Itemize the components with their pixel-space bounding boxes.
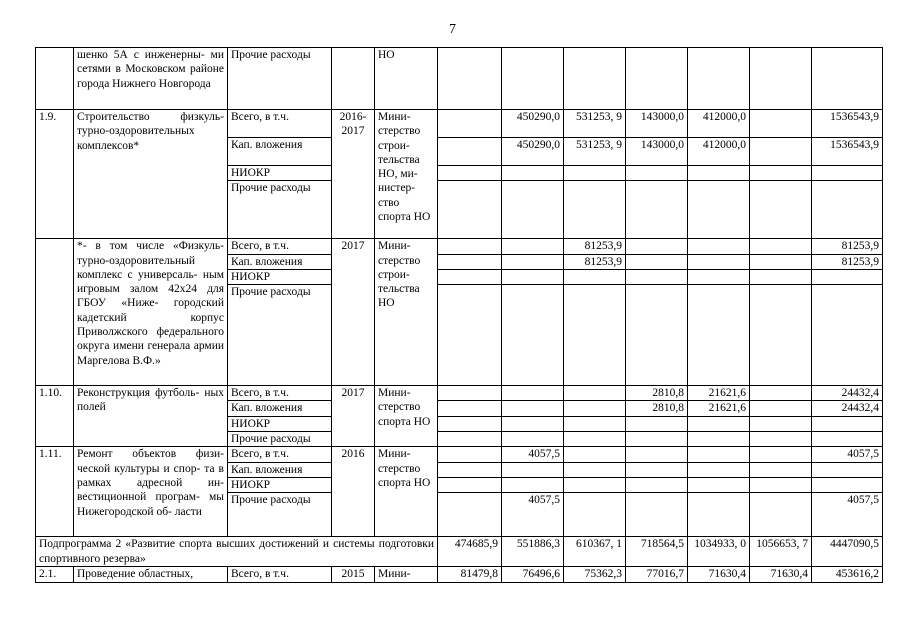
subprogram-row: [36, 537, 883, 567]
expense-type: Всего, в т.ч.: [228, 567, 332, 582]
value-cell: 75362,3: [564, 567, 626, 582]
value-cell: [626, 493, 688, 537]
value-cell: 24432,4: [812, 401, 883, 416]
value-cell: [626, 254, 688, 269]
expense-type: Всего, в т.ч.: [228, 386, 332, 401]
expense-type: Всего, в т.ч.: [228, 239, 332, 254]
value-cell: 450290,0: [502, 110, 564, 138]
value-cell: [564, 386, 626, 401]
value-cell: [438, 386, 502, 401]
item-year: [332, 48, 375, 110]
value-cell: 450290,0: [502, 138, 564, 166]
item-executor: Мини-: [375, 567, 438, 582]
value-cell: [438, 254, 502, 269]
item-executor: Мини- стерство спорта НО: [375, 447, 438, 537]
value-cell: [688, 447, 750, 462]
value-cell: [688, 254, 750, 269]
value-cell: [750, 386, 812, 401]
value-cell: 474685,9: [438, 537, 502, 567]
expense-type: Прочие расходы: [228, 181, 332, 239]
value-cell: 1034933, 0: [688, 537, 750, 567]
value-cell: 4057,5: [502, 447, 564, 462]
value-cell: [750, 254, 812, 269]
table-row: [36, 447, 883, 462]
value-cell: 412000,0: [688, 138, 750, 166]
value-cell: [564, 447, 626, 462]
value-cell: 76496,6: [502, 567, 564, 582]
value-cell: 81253,9: [564, 239, 626, 254]
item-name: *- в том числе «Физкуль- турно-оздоровительный комплекс с универсаль- ным игровым залом 42х24 для ГБОУ «Ниже- городский кадетский корпус Приволжского федерального округа имени генерала армии Маргелова В.Ф.»: [74, 239, 228, 386]
expense-type: Кап. вложения: [228, 401, 332, 416]
value-cell: 2810,8: [626, 401, 688, 416]
value-cell: [688, 239, 750, 254]
value-cell: 4057,5: [502, 493, 564, 537]
value-cell: [502, 239, 564, 254]
expense-type: НИОКР: [228, 416, 332, 431]
item-year: 2016- 2017: [332, 110, 375, 239]
value-cell: 81479,8: [438, 567, 502, 582]
item-executor: Мини- стерство строи- тельства НО, ми- нистер- ство спорта НО: [375, 110, 438, 239]
item-name: Реконструкция футболь- ных полей: [74, 386, 228, 447]
item-name: Строительство физкуль- турно-оздоровительных комплексов*: [74, 110, 228, 239]
value-cell: 21621,6: [688, 401, 750, 416]
value-cell: [438, 447, 502, 462]
expense-type: НИОКР: [228, 477, 332, 492]
item-number: 1.11.: [36, 447, 74, 537]
value-cell: 143000,0: [626, 110, 688, 138]
expense-type: Кап. вложения: [228, 462, 332, 477]
value-cell: 412000,0: [688, 110, 750, 138]
item-year: 2016: [332, 447, 375, 537]
value-cell: [750, 138, 812, 166]
value-cell: 531253, 9: [564, 138, 626, 166]
value-cell: [564, 401, 626, 416]
value-cell: [438, 138, 502, 166]
value-cell: 1536543,9: [812, 110, 883, 138]
value-cell: 718564,5: [626, 537, 688, 567]
value-cell: 551886,3: [502, 537, 564, 567]
expense-type: Прочие расходы: [228, 48, 332, 110]
value-cell: [502, 254, 564, 269]
value-cell: 4057,5: [812, 493, 883, 537]
item-executor: НО: [375, 48, 438, 110]
expense-type: Прочие расходы: [228, 285, 332, 386]
value-cell: [750, 401, 812, 416]
item-year: 2017: [332, 386, 375, 447]
value-cell: 143000,0: [626, 138, 688, 166]
table-row: [36, 567, 883, 582]
item-number: 1.10.: [36, 386, 74, 447]
value-cell: 21621,6: [688, 386, 750, 401]
value-cell: [688, 493, 750, 537]
value-cell: 531253, 9: [564, 110, 626, 138]
item-name: Ремонт объектов физи- ческой культуры и спор- та в рамках адресной ин- вестиционной програм- мы Нижегородской об- ласти: [74, 447, 228, 537]
value-cell: 81253,9: [564, 254, 626, 269]
value-cell: [502, 386, 564, 401]
item-year: 2017: [332, 239, 375, 386]
page-number: 7: [449, 22, 456, 37]
value-cell: [750, 493, 812, 537]
item-year: 2015: [332, 567, 375, 582]
value-cell: 453616,2: [812, 567, 883, 582]
value-cell: 24432,4: [812, 386, 883, 401]
item-number: [36, 239, 74, 386]
value-cell: 81253,9: [812, 254, 883, 269]
value-cell: 81253,9: [812, 239, 883, 254]
expense-type: НИОКР: [228, 269, 332, 284]
expense-type: Прочие расходы: [228, 493, 332, 537]
table-row: [36, 239, 883, 254]
value-cell: [502, 401, 564, 416]
value-cell: 71630,4: [688, 567, 750, 582]
value-cell: 1056653, 7: [750, 537, 812, 567]
value-cell: 610367, 1: [564, 537, 626, 567]
item-name: Проведение областных,: [74, 567, 228, 582]
table-row: [36, 110, 883, 138]
value-cell: 4447090,5: [812, 537, 883, 567]
value-cell: 77016,7: [626, 567, 688, 582]
value-cell: [438, 493, 502, 537]
expense-type: Кап. вложения: [228, 138, 332, 166]
value-cell: [750, 239, 812, 254]
expense-type: Всего, в т.ч.: [228, 447, 332, 462]
value-cell: [438, 110, 502, 138]
value-cell: 71630,4: [750, 567, 812, 582]
subprogram-title: Подпрограмма 2 «Развитие спорта высших достижений и системы подготовки спортивного резерва»: [36, 537, 438, 567]
value-cell: 4057,5: [812, 447, 883, 462]
value-cell: [564, 493, 626, 537]
expense-type: Кап. вложения: [228, 254, 332, 269]
program-funding-table: [35, 47, 883, 583]
value-cell: [750, 447, 812, 462]
value-cell: [438, 239, 502, 254]
expense-type: Прочие расходы: [228, 432, 332, 447]
item-number: 2.1.: [36, 567, 74, 582]
item-number: 1.9.: [36, 110, 74, 239]
value-cell: [750, 110, 812, 138]
expense-type: Всего, в т.ч.: [228, 110, 332, 138]
item-executor: Мини- стерство строи- тельства НО: [375, 239, 438, 386]
item-number: [36, 48, 74, 110]
expense-type: НИОКР: [228, 166, 332, 181]
item-name: шенко 5А с инженерны- ми сетями в Московском районе города Нижнего Новгорода: [74, 48, 228, 110]
value-cell: [626, 239, 688, 254]
table-row: [36, 48, 883, 110]
value-cell: [626, 447, 688, 462]
value-cell: 2810,8: [626, 386, 688, 401]
value-cell: 1536543,9: [812, 138, 883, 166]
table-row: [36, 386, 883, 401]
item-executor: Мини- стерство спорта НО: [375, 386, 438, 447]
value-cell: [438, 401, 502, 416]
